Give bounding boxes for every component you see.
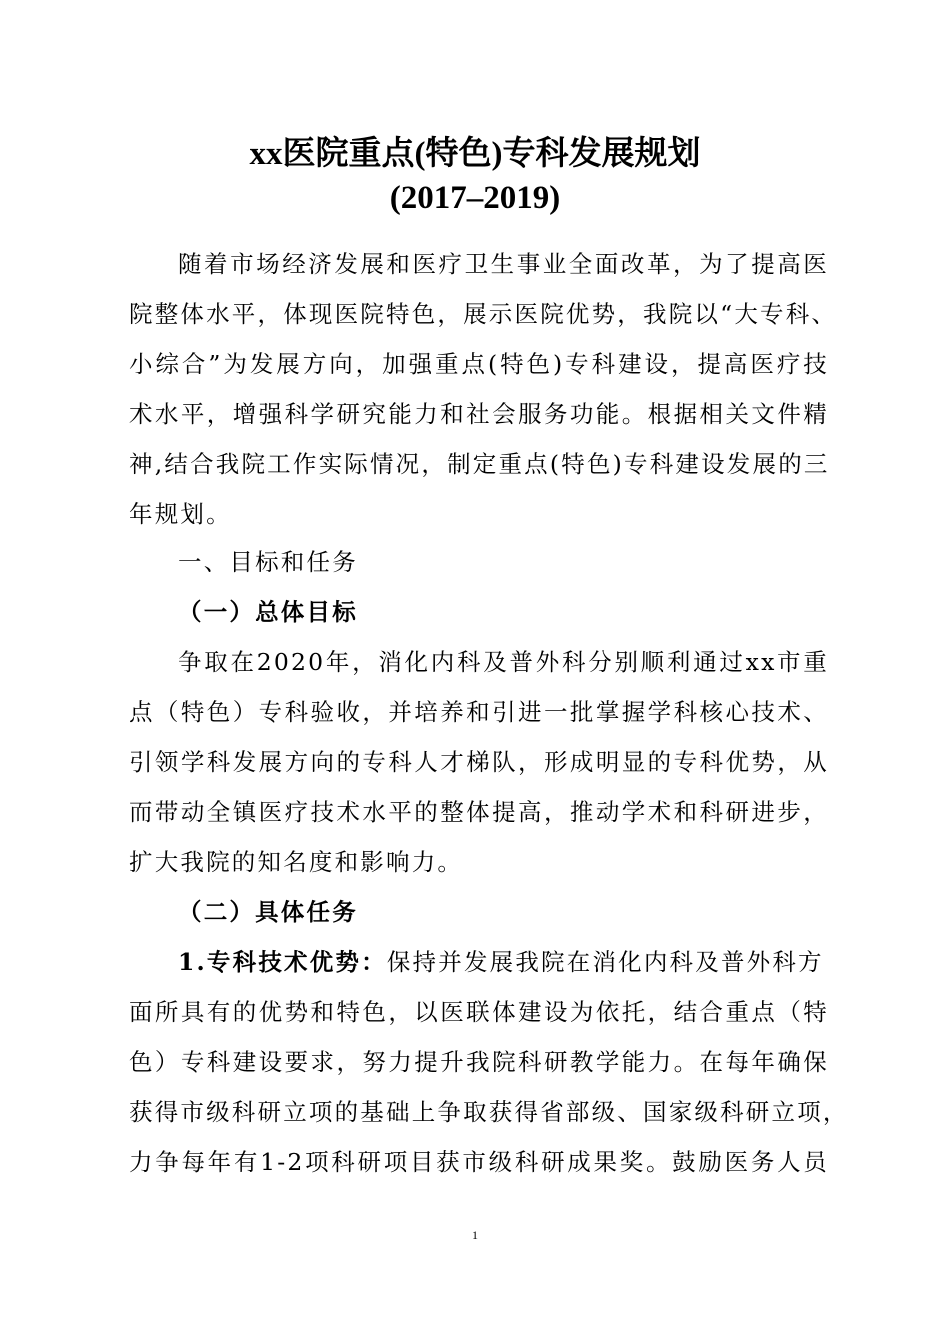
item-first-line [178,937,829,987]
paragraph-line: 引领学科发展方向的专科人才梯队，形成明显的专科优势，从 [129,748,829,776]
intro-line: 术水平，增强科学研究能力和社会服务功能。根据相关文件精 [129,400,829,428]
item-text: 保持并发展我院在消化内科及普外科方 [386,948,824,976]
document-title-years: (2017–2019) [389,180,561,216]
paragraph-line: 扩大我院的知名度和影响力。 [129,848,464,876]
subsection-heading: （二）具体任务 [178,898,358,926]
document-title: xx医院重点(特色)专科发展规划 [249,136,701,172]
paragraph-line: 点（特色）专科验收，并培养和引进一批掌握学科核心技术、 [129,698,829,726]
paragraph-line: 而带动全镇医疗技术水平的整体提高，推动学术和科研进步， [129,798,829,826]
paragraph-line: 力争每年有1-2项科研项目获市级科研成果奖。鼓励医务人员 [129,1148,829,1176]
page-number: 1 [472,1228,478,1242]
paragraph-line: 面所具有的优势和特色，以医联体建设为依托，结合重点（特 [129,998,829,1026]
intro-line: 小综合”为发展方向，加强重点(特色)专科建设，提高医疗技 [129,350,829,378]
intro-line: 年规划。 [129,500,232,528]
paragraph-line: 获得市级科研立项的基础上争取获得省部级、国家级科研立项， [129,1098,849,1126]
intro-line: 院整体水平，体现医院特色，展示医院优势，我院以“大专科、 [129,300,838,328]
intro-line: 随着市场经济发展和医疗卫生事业全面改革，为了提高医 [178,250,829,278]
intro-line: 神,结合我院工作实际情况，制定重点(特色)专科建设发展的三 [129,450,830,478]
paragraph-line: 色）专科建设要求，努力提升我院科研教学能力。在每年确保 [129,1048,829,1076]
paragraph-line: 争取在2020年，消化内科及普外科分别顺利通过xx市重 [178,648,829,676]
section-heading: 一、目标和任务 [178,548,358,576]
item-label: 1.专科技术优势： [178,948,387,976]
subsection-heading: （一）总体目标 [178,598,358,626]
